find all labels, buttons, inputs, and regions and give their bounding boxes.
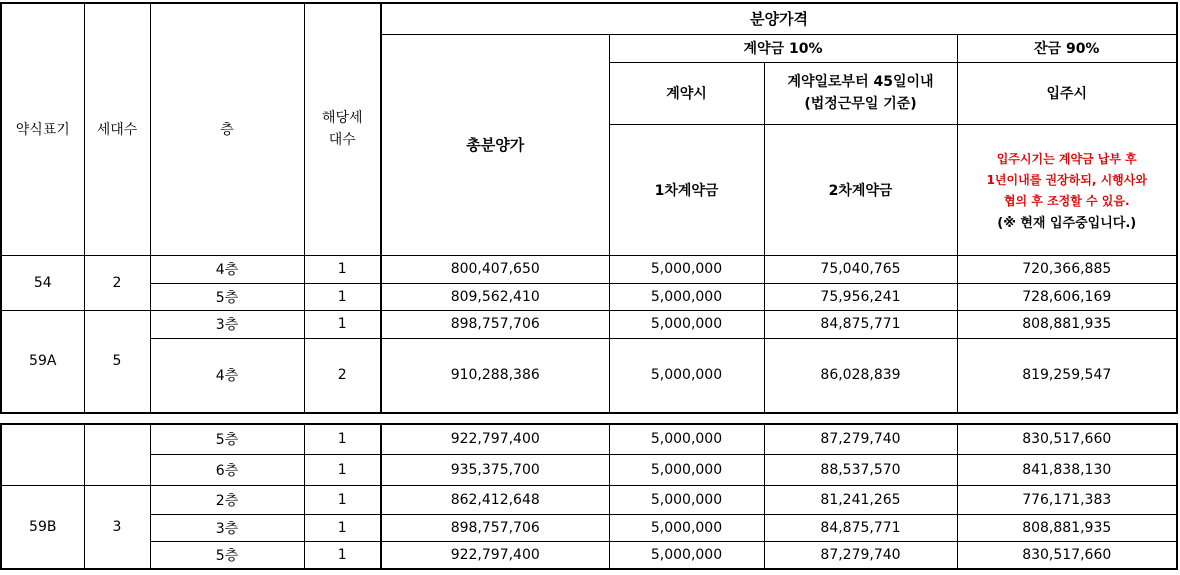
floor-cell: 5층 [150, 541, 304, 569]
movein-note-cell [957, 124, 1177, 255]
balance-cell: 776,171,383 [957, 485, 1177, 514]
floor-cell: 5층 [150, 424, 304, 454]
total-price-cell: 935,375,700 [381, 454, 609, 485]
header-on-contract: 계약시 [609, 62, 764, 124]
header-deposit-group: 계약금 10% [609, 34, 957, 62]
floor-cell: 4층 [150, 255, 304, 283]
balance-cell: 830,517,660 [957, 541, 1177, 569]
header-second-deposit: 2차계약금 [764, 124, 957, 255]
movein-note: 입주시기는 계약금 납부 후 1년이내를 권장하되, 시행사와 협의 후 조정할 수 있음. [986, 151, 1147, 208]
balance-cell: 808,881,935 [957, 514, 1177, 541]
total-price-cell: 898,757,706 [381, 514, 609, 541]
second-deposit-cell: 81,241,265 [764, 485, 957, 514]
second-deposit-cell: 87,279,740 [764, 541, 957, 569]
count-cell: 1 [304, 310, 381, 338]
balance-cell: 728,606,169 [957, 283, 1177, 310]
header-type: 약식표기 [1, 3, 84, 255]
first-deposit-cell: 5,000,000 [609, 310, 764, 338]
total-price-cell: 922,797,400 [381, 424, 609, 454]
units-cell [84, 424, 150, 485]
second-deposit-cell: 75,956,241 [764, 283, 957, 310]
first-deposit-cell: 5,000,000 [609, 485, 764, 514]
header-price-group: 분양가격 [381, 3, 1177, 34]
total-price-cell: 800,407,650 [381, 255, 609, 283]
floor-cell: 2층 [150, 485, 304, 514]
second-deposit-cell: 84,875,771 [764, 514, 957, 541]
type-cell: 54 [1, 255, 84, 310]
second-deposit-cell: 87,279,740 [764, 424, 957, 454]
units-cell: 5 [84, 310, 150, 413]
first-deposit-cell: 5,000,000 [609, 424, 764, 454]
count-cell: 1 [304, 255, 381, 283]
floor-cell: 3층 [150, 310, 304, 338]
total-price-cell: 910,288,386 [381, 338, 609, 413]
balance-cell: 830,517,660 [957, 424, 1177, 454]
price-table-top [0, 2, 1178, 414]
floor-cell: 4층 [150, 338, 304, 413]
header-units: 세대수 [84, 3, 150, 255]
first-deposit-cell: 5,000,000 [609, 255, 764, 283]
type-cell: 59A [1, 310, 84, 413]
units-cell: 2 [84, 255, 150, 310]
total-price-cell: 809,562,410 [381, 283, 609, 310]
header-on-movein: 입주시 [957, 62, 1177, 124]
first-deposit-cell: 5,000,000 [609, 514, 764, 541]
count-cell: 1 [304, 424, 381, 454]
balance-cell: 720,366,885 [957, 255, 1177, 283]
first-deposit-cell: 5,000,000 [609, 454, 764, 485]
first-deposit-cell: 5,000,000 [609, 338, 764, 413]
floor-cell: 5층 [150, 283, 304, 310]
balance-cell: 841,838,130 [957, 454, 1177, 485]
count-cell: 1 [304, 541, 381, 569]
header-balance-group: 잔금 90% [957, 34, 1177, 62]
header-first-deposit: 1차계약금 [609, 124, 764, 255]
second-deposit-cell: 86,028,839 [764, 338, 957, 413]
header-total-price: 총분양가 [381, 34, 609, 255]
first-deposit-cell: 5,000,000 [609, 283, 764, 310]
second-deposit-cell: 75,040,765 [764, 255, 957, 283]
type-cell [1, 424, 84, 485]
total-price-cell: 898,757,706 [381, 310, 609, 338]
floor-cell: 6층 [150, 454, 304, 485]
header-floor: 층 [150, 3, 304, 255]
type-cell: 59B [1, 485, 84, 569]
total-price-cell: 862,412,648 [381, 485, 609, 514]
header-units-per-floor: 해당세 대수 [304, 3, 381, 255]
units-cell: 3 [84, 485, 150, 569]
count-cell: 2 [304, 338, 381, 413]
balance-cell: 819,259,547 [957, 338, 1177, 413]
total-price-cell: 922,797,400 [381, 541, 609, 569]
floor-cell: 3층 [150, 514, 304, 541]
count-cell: 1 [304, 454, 381, 485]
count-cell: 1 [304, 514, 381, 541]
count-cell: 1 [304, 283, 381, 310]
movein-note-current: (※ 현재 입주중입니다.) [997, 215, 1137, 231]
count-cell: 1 [304, 485, 381, 514]
header-within-45-days: 계약일로부터 45일이내 (법정근무일 기준) [764, 62, 957, 124]
price-table-bottom [0, 423, 1178, 570]
second-deposit-cell: 84,875,771 [764, 310, 957, 338]
second-deposit-cell: 88,537,570 [764, 454, 957, 485]
balance-cell: 808,881,935 [957, 310, 1177, 338]
first-deposit-cell: 5,000,000 [609, 541, 764, 569]
